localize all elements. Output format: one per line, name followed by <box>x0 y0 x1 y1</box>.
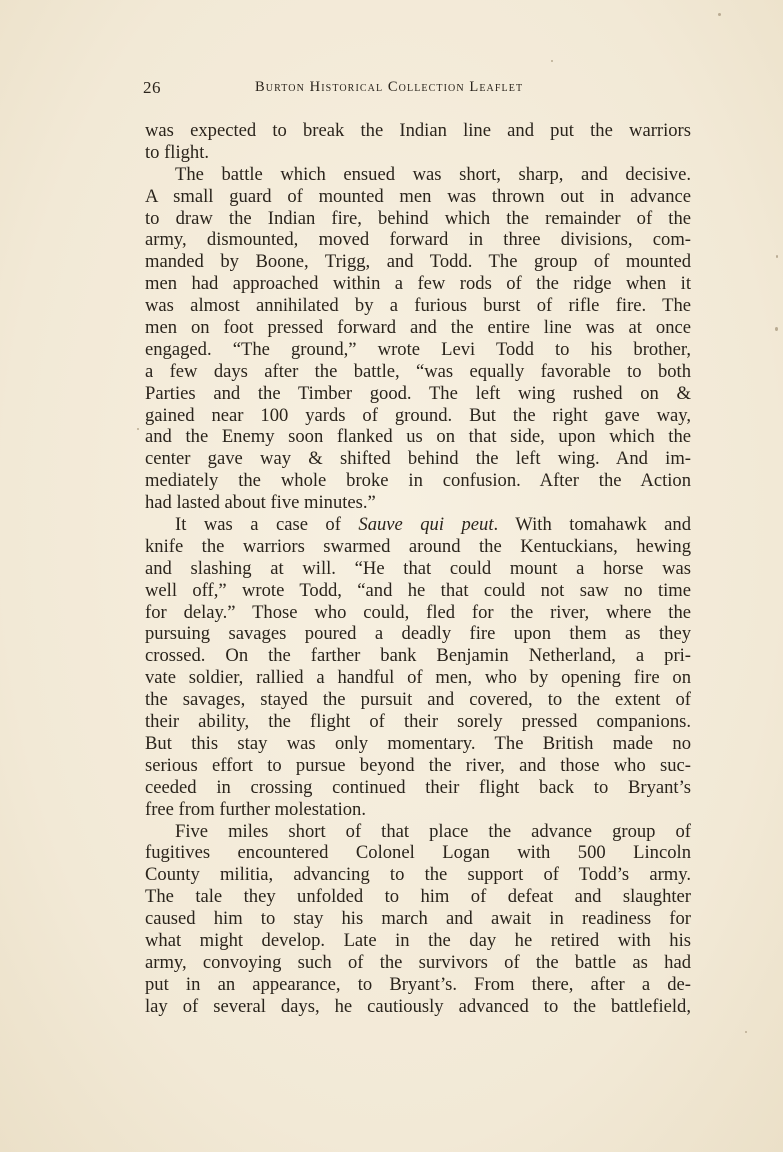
paragraph-4 <box>145 821 691 1018</box>
text-line: pursuing savages poured a deadly fire upon them as they <box>145 623 691 645</box>
text-line: crossed. On the farther bank Benjamin Netherland, a pri- <box>145 645 691 667</box>
text-line: center gave way & shifted behind the left wing. And im- <box>145 448 691 470</box>
text-line: serious effort to pursue beyond the river, and those who suc- <box>145 754 691 776</box>
text-line: to flight. <box>145 141 210 163</box>
text-line-italic-phrase: It was a case of Sauve qui peut. With tomahawk and <box>175 514 691 536</box>
text-line: lay of several days, he cautiously advanced to the battlefield, <box>145 995 691 1017</box>
text-line: their ability, the flight of their sorely pressed companions. <box>145 711 691 733</box>
text-line: Five miles short of that place the advance group of <box>175 820 691 842</box>
text-line: manded by Boone, Trigg, and Todd. The group of mounted <box>145 251 691 273</box>
text-line: had lasted about five minutes.” <box>145 492 376 514</box>
paper-speck <box>745 1031 747 1033</box>
text-line: and slashing at will. “He that could mount a horse was <box>145 557 691 579</box>
text-line: what might develop. Late in the day he retired with his <box>145 929 691 951</box>
paragraph-2 <box>145 164 691 514</box>
text-line: a few days after the battle, “was equally favorable to both <box>145 360 691 382</box>
text-line: caused him to stay his march and await in readiness for <box>145 908 691 930</box>
paper-speck <box>551 60 553 62</box>
text-line: was expected to break the Indian line and put the warriors <box>145 120 691 141</box>
text-line: for delay.” Those who could, fled for the river, where the <box>145 601 691 623</box>
text-line: well off,” wrote Todd, “and he that could not saw no time <box>145 579 691 601</box>
text-line: County militia, advancing to the support of Todd’s army. <box>145 864 691 886</box>
text-line: and the Enemy soon flanked us on that side, upon which the <box>145 426 691 448</box>
text-line: fugitives encountered Colonel Logan with 500 Lincoln <box>145 842 691 864</box>
paper-speck <box>776 255 778 258</box>
paper-speck <box>775 327 778 331</box>
text-line: ceeded in crossing continued their flight back to Bryant’s <box>145 776 691 798</box>
text-line: army, dismounted, moved forward in three divisions, com- <box>145 229 691 251</box>
text-line: mediately the whole broke in confusion. After the Action <box>145 470 691 492</box>
text-line: army, convoying such of the survivors of the battle as had <box>145 951 691 973</box>
paper-speck <box>137 428 139 430</box>
page-header <box>143 78 690 102</box>
paragraph-1 <box>145 120 691 164</box>
text-line: the savages, stayed the pursuit and covered, to the extent of <box>145 689 691 711</box>
text-line: knife the warriors swarmed around the Kentuckians, hewing <box>145 535 691 557</box>
text-line: men on foot pressed forward and the entire line was at once <box>145 317 691 339</box>
text-line: But this stay was only momentary. The British made no <box>145 732 691 754</box>
italic-phrase: Sauve qui peut <box>358 514 494 536</box>
text-line: The battle which ensued was short, sharp, and decisive. <box>175 163 691 185</box>
text-line: vate soldier, rallied a handful of men, who by opening fire on <box>145 667 691 689</box>
text-line: men had approached within a few rods of the ridge when it <box>145 273 691 295</box>
body-text <box>145 120 691 1018</box>
page-number: 26 <box>143 78 161 97</box>
text-line: gained near 100 yards of ground. But the right gave way, <box>145 404 691 426</box>
text-line: The tale they unfolded to him of defeat and slaughter <box>145 886 691 908</box>
text-line: A small guard of mounted men was thrown out in advance <box>145 185 691 207</box>
text-line: engaged. “The ground,” wrote Levi Todd to his brother, <box>145 338 691 360</box>
text-line: to draw the Indian fire, behind which the remainder of the <box>145 207 691 229</box>
running-title: Burton Historical Collection Leaflet <box>255 79 524 95</box>
text-line: put in an appearance, to Bryant’s. From there, after a de- <box>145 973 691 995</box>
text-line: was almost annihilated by a furious burst of rifle fire. The <box>145 295 691 317</box>
text-line: free from further molestation. <box>145 798 366 820</box>
paragraph-3 <box>145 514 691 820</box>
paper-speck <box>718 13 721 16</box>
text-line: Parties and the Timber good. The left wing rushed on & <box>145 382 691 404</box>
